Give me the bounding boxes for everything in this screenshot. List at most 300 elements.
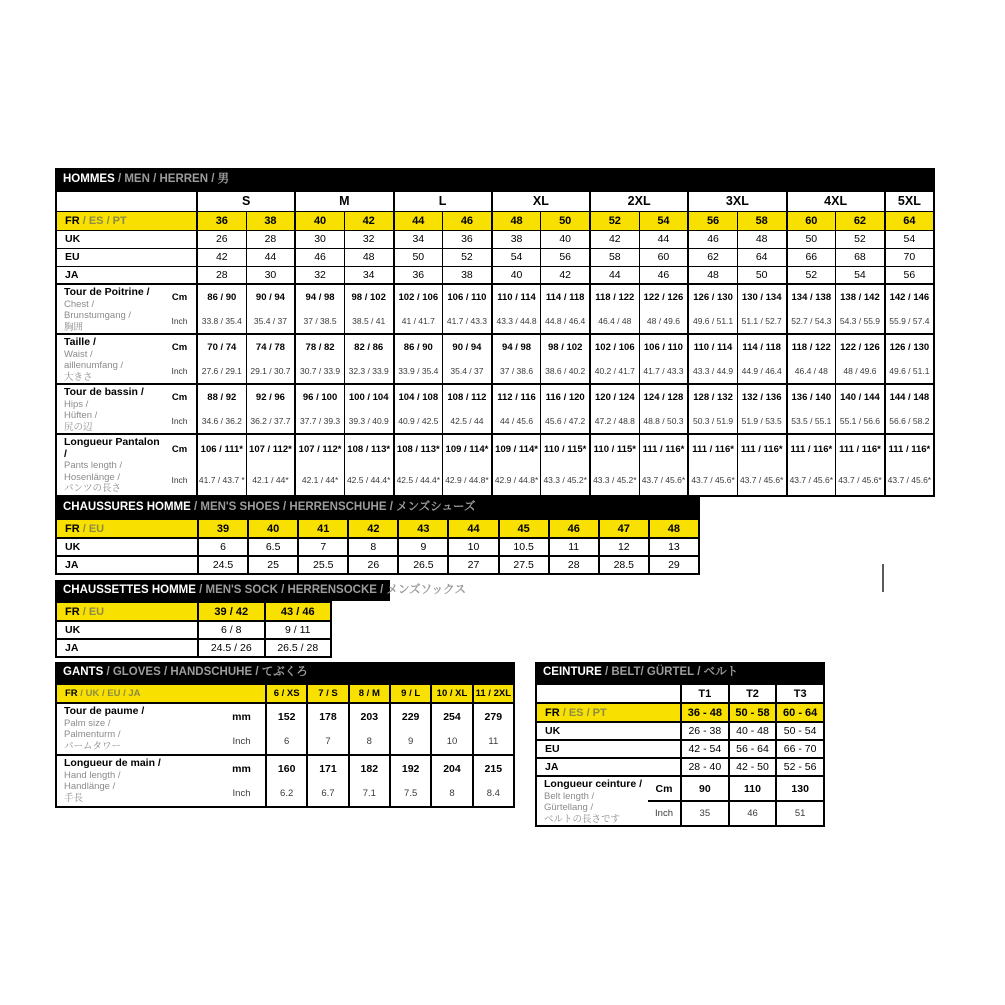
cell: 48 <box>492 211 541 230</box>
fr-es-pt-row <box>56 211 934 230</box>
cell: 54.3 / 55.9 <box>836 309 885 334</box>
cell: 43.7 / 45.6* <box>787 465 836 496</box>
cell: 26 <box>348 556 398 574</box>
cell: 279 <box>473 703 514 729</box>
cell: 32 <box>295 266 344 284</box>
cell: 42.5 / 44.4* <box>394 465 443 496</box>
cell: 34.6 / 36.2 <box>197 409 246 434</box>
socks-title: CHAUSSETTES HOMME <box>63 584 196 596</box>
cell: 114 / 118 <box>737 334 786 359</box>
cell: 42.9 / 44.8* <box>492 465 541 496</box>
cell: 192 <box>390 755 431 781</box>
cell: 6 / 8 <box>198 621 265 639</box>
cell: 110 / 115* <box>590 434 639 465</box>
cell: 42 - 50 <box>729 758 777 776</box>
cell: 11 <box>549 538 599 556</box>
cell: 55.1 / 56.6 <box>836 409 885 434</box>
gloves-title-bar <box>55 662 515 683</box>
cell: 124 / 128 <box>639 384 688 409</box>
stray-vertical-mark <box>882 564 884 592</box>
cell: 7 <box>307 729 348 755</box>
cell: 215 <box>473 755 514 781</box>
cell: 43 <box>398 519 448 538</box>
cell: 92 / 96 <box>246 384 295 409</box>
shoes-title-translations: / MEN'S SHOES / HERRENSCHUHE / メンズシューズ <box>190 501 476 513</box>
cell: 130 <box>776 776 824 801</box>
cell: 28 <box>197 266 246 284</box>
unit-inch: Inch <box>648 801 681 826</box>
cell: 42.9 / 44.8* <box>443 465 492 496</box>
cell: 44 <box>590 266 639 284</box>
cell: 52 - 56 <box>776 758 824 776</box>
cell: 41.7 / 43.3 <box>443 309 492 334</box>
cell: 48 <box>737 230 786 248</box>
unit-inch: Inch <box>218 781 266 807</box>
cell: 43.3 / 44.9 <box>688 359 737 384</box>
pants-length-inch-row <box>56 465 934 496</box>
belt-ja-label: JA <box>536 758 681 776</box>
cell: 109 / 114* <box>492 434 541 465</box>
eu-row <box>56 248 934 266</box>
cell: 26.5 / 28 <box>265 639 332 657</box>
size-group-3xl: 3XL <box>688 191 786 211</box>
cell: 126 / 130 <box>688 284 737 309</box>
cell: 37 / 38.5 <box>295 309 344 334</box>
chest-label: Tour de Poitrine / Chest / Brunstumgang / 胸囲 <box>56 284 163 334</box>
socks-section <box>55 580 466 658</box>
cell: 78 / 82 <box>295 334 344 359</box>
gloves-section <box>55 662 515 808</box>
cell: 44 <box>639 230 688 248</box>
cell: 52.7 / 54.3 <box>787 309 836 334</box>
cell: 25 <box>248 556 298 574</box>
cell: 7.5 <box>390 781 431 807</box>
cell: 43.3 / 45.2* <box>590 465 639 496</box>
cell: 26.5 <box>398 556 448 574</box>
cell: 90 <box>681 776 729 801</box>
belt-t-header-row <box>536 684 824 703</box>
cell: 32.3 / 33.9 <box>344 359 393 384</box>
cell: 94 / 98 <box>295 284 344 309</box>
cell: 56 <box>688 211 737 230</box>
cell: 44 <box>246 248 295 266</box>
gloves-size-header-label: FR / UK / EU / JA <box>56 684 266 703</box>
cell: 28.5 <box>599 556 649 574</box>
cell: 53.5 / 55.1 <box>787 409 836 434</box>
hand-length-label: Longueur de main / Hand length / Handlänge / 手長 <box>56 755 218 807</box>
cell: 7 <box>298 538 348 556</box>
cell: 35.4 / 37 <box>246 309 295 334</box>
hips-cm-row <box>56 384 934 409</box>
uk-label: UK <box>56 230 197 248</box>
hand-length-mm-row <box>56 755 514 781</box>
cell: 6 <box>198 538 248 556</box>
hommes-section <box>55 168 935 497</box>
cell: 46 <box>639 266 688 284</box>
cell: 42 <box>344 211 393 230</box>
cell: 142 / 146 <box>885 284 934 309</box>
cell: 55.9 / 57.4 <box>885 309 934 334</box>
cell: 8.4 <box>473 781 514 807</box>
cell: 152 <box>266 703 307 729</box>
cell: 64 <box>885 211 934 230</box>
cell: 9 / 11 <box>265 621 332 639</box>
cell: 10 <box>448 538 498 556</box>
cell: 36 <box>197 211 246 230</box>
cell: 56.6 / 58.2 <box>885 409 934 434</box>
cell: 9 / L <box>390 684 431 703</box>
cell: 42.1 / 44* <box>246 465 295 496</box>
cell: 70 / 74 <box>197 334 246 359</box>
cell: 90 / 94 <box>246 284 295 309</box>
size-group-m: M <box>295 191 393 211</box>
hips-label: Tour de bassin / Hips / Hüften / 尻の辺 <box>56 384 163 434</box>
cell: 111 / 116* <box>885 434 934 465</box>
gloves-size-table <box>55 683 515 808</box>
cell: 34 <box>394 230 443 248</box>
cell: 107 / 112* <box>246 434 295 465</box>
unit-mm: mm <box>218 755 266 781</box>
cell: 42.5 / 44 <box>443 409 492 434</box>
cell: 70 <box>885 248 934 266</box>
cell: 50 <box>787 230 836 248</box>
cell: 42 <box>197 248 246 266</box>
cell: 33.8 / 35.4 <box>197 309 246 334</box>
cell: 12 <box>599 538 649 556</box>
cell: 122 / 126 <box>639 284 688 309</box>
cell: 43.7 / 45.6* <box>688 465 737 496</box>
belt-uk-row <box>536 722 824 740</box>
shoes-section <box>55 497 700 575</box>
waist-label: Taille / Waist / aillenumfang / 大きさ <box>56 334 163 384</box>
cell: 36 - 48 <box>681 703 729 722</box>
cell: 56 <box>541 248 590 266</box>
belt-title-bar <box>535 662 825 683</box>
cell: 160 <box>266 755 307 781</box>
cell: 52 <box>787 266 836 284</box>
cell: 24.5 <box>198 556 248 574</box>
fr-es-pt-label: FR / ES / PT <box>56 211 197 230</box>
belt-length-cm-row <box>536 776 824 801</box>
belt-fr-es-pt-label: FR / ES / PT <box>536 703 681 722</box>
size-group-xl: XL <box>492 191 590 211</box>
cell: 74 / 78 <box>246 334 295 359</box>
cell: 38.6 / 40.2 <box>541 359 590 384</box>
cell: 40.2 / 41.7 <box>590 359 639 384</box>
cell: 54 <box>492 248 541 266</box>
pants-length-cm-row <box>56 434 934 465</box>
cell: 44.8 / 46.4 <box>541 309 590 334</box>
belt-section <box>535 662 825 827</box>
cell: 102 / 106 <box>394 284 443 309</box>
cell: 110 <box>729 776 777 801</box>
cell: 44.9 / 46.4 <box>737 359 786 384</box>
cell: 39 <box>198 519 248 538</box>
cell: 86 / 90 <box>394 334 443 359</box>
cell: 96 / 100 <box>295 384 344 409</box>
cell: 46 <box>729 801 777 826</box>
unit-inch: Inch <box>218 729 266 755</box>
cell: 6 <box>266 729 307 755</box>
cell: 34 <box>344 266 393 284</box>
cell: 35.4 / 37 <box>443 359 492 384</box>
cell: 118 / 122 <box>787 334 836 359</box>
cell: 64 <box>737 248 786 266</box>
cell: 42.1 / 44* <box>295 465 344 496</box>
cell: 111 / 116* <box>787 434 836 465</box>
cell: 48 / 49.6 <box>639 309 688 334</box>
cell: 60 <box>639 248 688 266</box>
cell: 48 <box>344 248 393 266</box>
size-group-s: S <box>197 191 295 211</box>
cell: 171 <box>307 755 348 781</box>
cell: 43.3 / 45.2* <box>541 465 590 496</box>
cell: 108 / 113* <box>344 434 393 465</box>
cell: 36 <box>443 230 492 248</box>
cell: 7.1 <box>349 781 390 807</box>
cell: 114 / 118 <box>541 284 590 309</box>
belt-uk-label: UK <box>536 722 681 740</box>
gloves-title-translations: / GLOVES / HANDSCHUHE / てぶくろ <box>103 666 308 678</box>
cell: 48 <box>688 266 737 284</box>
cell: 45 <box>499 519 549 538</box>
cell: T2 <box>729 684 777 703</box>
cell: 88 / 92 <box>197 384 246 409</box>
cell: 58 <box>737 211 786 230</box>
cell: 98 / 102 <box>541 334 590 359</box>
cell: 66 <box>787 248 836 266</box>
cell: 140 / 144 <box>836 384 885 409</box>
cell: 56 - 64 <box>729 740 777 758</box>
shoes-uk-row <box>56 538 699 556</box>
size-group-5xl: 5XL <box>885 191 934 211</box>
socks-title-translations: / MEN'S SOCK / HERRENSOCKE / メンズソックス <box>195 584 466 596</box>
size-group-row <box>56 191 934 211</box>
unit-mm: mm <box>218 703 266 729</box>
unit-cm: Cm <box>163 384 197 409</box>
cell: 128 / 132 <box>688 384 737 409</box>
cell: 182 <box>349 755 390 781</box>
unit-cm: Cm <box>163 334 197 359</box>
cell: 144 / 148 <box>885 384 934 409</box>
cell: 43 / 46 <box>265 602 332 621</box>
cell: 118 / 122 <box>590 284 639 309</box>
cell: 43.7 / 45.6* <box>639 465 688 496</box>
cell: 42 <box>541 266 590 284</box>
cell: 43.3 / 44.8 <box>492 309 541 334</box>
cell: 111 / 116* <box>688 434 737 465</box>
cell: 111 / 116* <box>836 434 885 465</box>
pants-length-label: Longueur Pantalon / Pants length / Hosenlänge / パンツの長さ <box>56 434 163 496</box>
socks-size-table <box>55 601 332 658</box>
cell: 138 / 142 <box>836 284 885 309</box>
cell: 48 / 49.6 <box>836 359 885 384</box>
cell: 54 <box>885 230 934 248</box>
cell: 28 <box>549 556 599 574</box>
socks-uk-row <box>56 621 331 639</box>
cell: 204 <box>431 755 472 781</box>
cell: 10 / XL <box>431 684 472 703</box>
cell: 102 / 106 <box>590 334 639 359</box>
cell: 50 <box>541 211 590 230</box>
cell: 111 / 116* <box>639 434 688 465</box>
cell: 82 / 86 <box>344 334 393 359</box>
cell: 41.7 / 43.7 * <box>197 465 246 496</box>
cell: 254 <box>431 703 472 729</box>
cell: 41 / 41.7 <box>394 309 443 334</box>
cell: 10 <box>431 729 472 755</box>
cell: 126 / 130 <box>885 334 934 359</box>
cell: 229 <box>390 703 431 729</box>
chest-inch-row <box>56 309 934 334</box>
cell: 108 / 112 <box>443 384 492 409</box>
cell: T3 <box>776 684 824 703</box>
cell: 8 / M <box>349 684 390 703</box>
cell: 50 - 58 <box>729 703 777 722</box>
cell: 30 <box>295 230 344 248</box>
cell: 43.7 / 45.6* <box>737 465 786 496</box>
belt-title: CEINTURE <box>543 666 602 678</box>
cell: 132 / 136 <box>737 384 786 409</box>
cell: 50 <box>737 266 786 284</box>
cell: 13 <box>649 538 699 556</box>
cell: 8 <box>349 729 390 755</box>
hommes-title-translations: / MEN / HERREN / 男 <box>114 173 230 185</box>
gloves-title: GANTS <box>63 666 104 678</box>
cell: 11 / 2XL <box>473 684 514 703</box>
cell: 107 / 112* <box>295 434 344 465</box>
cell: 44 / 45.6 <box>492 409 541 434</box>
cell: 32 <box>344 230 393 248</box>
cell: 41.7 / 43.3 <box>639 359 688 384</box>
palm-size-mm-row <box>56 703 514 729</box>
belt-size-table <box>535 683 825 827</box>
cell: 100 / 104 <box>344 384 393 409</box>
unit-inch: Inch <box>163 409 197 434</box>
cell: 110 / 114 <box>492 284 541 309</box>
cell: 38.5 / 41 <box>344 309 393 334</box>
palm-size-label: Tour de paume / Palm size / Palmenturm / パームタワー <box>56 703 218 755</box>
size-group-l: L <box>394 191 492 211</box>
cell: 38 <box>246 211 295 230</box>
unit-inch: Inch <box>163 309 197 334</box>
cell: 26 <box>197 230 246 248</box>
cell: 39.3 / 40.9 <box>344 409 393 434</box>
cell: 47 <box>599 519 649 538</box>
cell: 33.9 / 35.4 <box>394 359 443 384</box>
shoes-title-bar <box>55 497 700 518</box>
shoes-fr-eu-row <box>56 519 699 538</box>
cell: 54 <box>836 266 885 284</box>
cell: 28 - 40 <box>681 758 729 776</box>
socks-uk-label: UK <box>56 621 198 639</box>
shoes-ja-label: JA <box>56 556 198 574</box>
gloves-size-header-row <box>56 684 514 703</box>
cell: 7 / S <box>307 684 348 703</box>
belt-eu-label: EU <box>536 740 681 758</box>
size-group-2xl: 2XL <box>590 191 688 211</box>
cell: 56 <box>885 266 934 284</box>
corner-cell <box>56 191 197 211</box>
cell: 46.4 / 48 <box>590 309 639 334</box>
cell: 27.5 <box>499 556 549 574</box>
cell: 66 - 70 <box>776 740 824 758</box>
cell: 46 <box>549 519 599 538</box>
cell: 46.4 / 48 <box>787 359 836 384</box>
cell: 44 <box>448 519 498 538</box>
cell: 27.6 / 29.1 <box>197 359 246 384</box>
cell: 106 / 110 <box>443 284 492 309</box>
unit-cm: Cm <box>163 434 197 465</box>
cell: 48 <box>649 519 699 538</box>
cell: 38 <box>492 230 541 248</box>
cell: 29.1 / 30.7 <box>246 359 295 384</box>
cell: 116 / 120 <box>541 384 590 409</box>
cell: 49.6 / 51.1 <box>885 359 934 384</box>
waist-cm-row <box>56 334 934 359</box>
cell: 104 / 108 <box>394 384 443 409</box>
cell: 28 <box>246 230 295 248</box>
cell: 24.5 / 26 <box>198 639 265 657</box>
cell: 98 / 102 <box>344 284 393 309</box>
cell: 40 <box>295 211 344 230</box>
cell: 90 / 94 <box>443 334 492 359</box>
unit-inch: Inch <box>163 359 197 384</box>
waist-inch-row <box>56 359 934 384</box>
belt-ja-row <box>536 758 824 776</box>
cell: 54 <box>639 211 688 230</box>
cell: 52 <box>443 248 492 266</box>
cell: 60 - 64 <box>776 703 824 722</box>
chest-cm-row <box>56 284 934 309</box>
cell: 106 / 111* <box>197 434 246 465</box>
belt-length-label: Longueur ceinture / Belt length / Gürtellang / ベルトの長さです <box>536 776 648 826</box>
hommes-title-bar <box>55 168 935 190</box>
cell: 26 - 38 <box>681 722 729 740</box>
cell: 44 <box>394 211 443 230</box>
cell: 40 <box>248 519 298 538</box>
cell: 8 <box>431 781 472 807</box>
cell: 43.7 / 45.6* <box>836 465 885 496</box>
socks-fr-eu-row <box>56 602 331 621</box>
hips-inch-row <box>56 409 934 434</box>
cell: 43.7 / 45.6* <box>885 465 934 496</box>
cell: 120 / 124 <box>590 384 639 409</box>
ja-row <box>56 266 934 284</box>
cell: 110 / 115* <box>541 434 590 465</box>
eu-label: EU <box>56 248 197 266</box>
cell: 40 <box>492 266 541 284</box>
cell: 42.5 / 44.4* <box>344 465 393 496</box>
cell: 38 <box>443 266 492 284</box>
cell: 46 <box>443 211 492 230</box>
cell: 37.7 / 39.3 <box>295 409 344 434</box>
size-group-4xl: 4XL <box>787 191 885 211</box>
cell: 50 <box>394 248 443 266</box>
cell: 27 <box>448 556 498 574</box>
socks-ja-row <box>56 639 331 657</box>
cell: 36.2 / 37.7 <box>246 409 295 434</box>
unit-cm: Cm <box>648 776 681 801</box>
cell: 42 <box>348 519 398 538</box>
cell: 6 / XS <box>266 684 307 703</box>
cell: 25.5 <box>298 556 348 574</box>
cell: 35 <box>681 801 729 826</box>
belt-corner-cell <box>536 684 681 703</box>
cell: 36 <box>394 266 443 284</box>
shoes-uk-label: UK <box>56 538 198 556</box>
belt-eu-row <box>536 740 824 758</box>
